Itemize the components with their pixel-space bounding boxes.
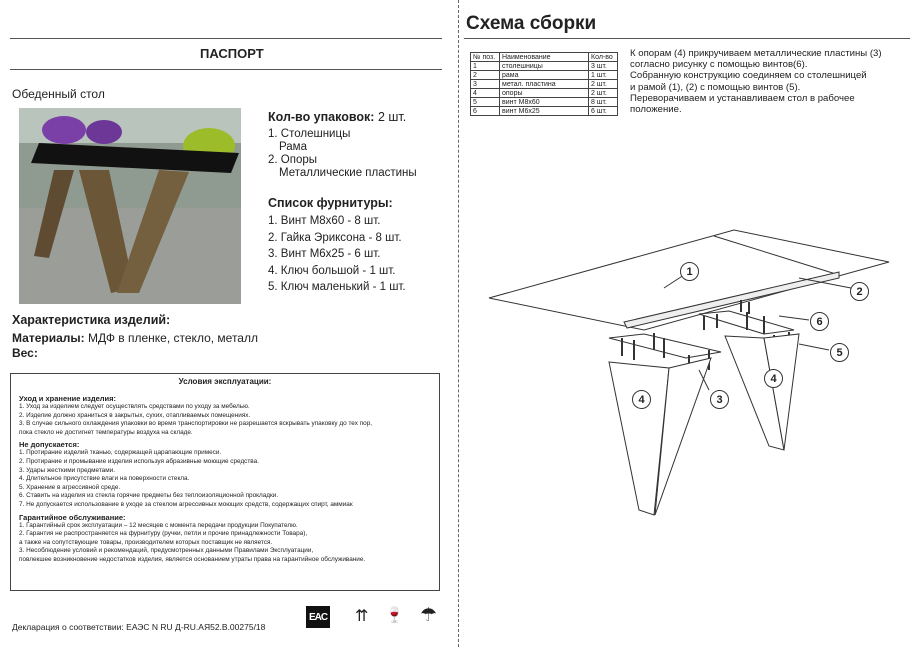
instruction-line: Переворачиваем и устанавливаем стол в рабочее [630, 92, 855, 104]
keep-dry-icon: ☂ [420, 605, 438, 626]
characteristics-title: Характеристика изделий: [12, 313, 171, 327]
materials-label: Материалы: [12, 331, 85, 345]
cell: 6 шт. [589, 107, 618, 116]
prohibited-line: 7. Не допускается использование в уходе за стеклом агрессивных моющих средств, содержащих спирт, аммиак [19, 500, 353, 508]
warranty-line: а также на сопутствующие товары, производителем которых поставщик не является. [19, 538, 273, 546]
eac-mark-label: EAC [308, 611, 328, 623]
weight-label: Вес: [12, 346, 38, 360]
hardware-title: Список фурнитуры: [268, 196, 393, 210]
callout-4-right: 4 [764, 369, 783, 388]
cell: 2 шт. [589, 80, 618, 89]
table-row [471, 62, 618, 71]
conditions-box [10, 373, 440, 591]
callout-6: 6 [810, 312, 829, 331]
instruction-line: Собранную конструкцию соединяем со столешницей [630, 70, 867, 82]
table-row [471, 89, 618, 98]
package-item: Металлические пластины [279, 166, 417, 179]
table-photo-illustration [19, 108, 241, 304]
top-rule [10, 38, 442, 39]
hardware-item: 1. Винт М8х60 - 8 шт. [268, 215, 381, 227]
care-heading: Уход и хранение изделия: [19, 394, 117, 403]
cell: 2 шт. [589, 89, 618, 98]
package-item: Рама [279, 140, 307, 153]
table-row [471, 107, 618, 116]
hardware-item: 3. Винт М6х25 - 6 шт. [268, 248, 381, 260]
prohibited-heading: Не допускается: [19, 440, 80, 450]
cell: 2 [471, 71, 500, 80]
cell: винт М8х60 [500, 98, 589, 107]
instruction-line: положение. [630, 104, 682, 116]
hardware-item: 2. Гайка Эриксона - 8 шт. [268, 231, 402, 244]
instruction-line: и рамой (1), (2) с помощью винтов (5). [630, 81, 801, 93]
callout-2: 2 [850, 282, 869, 301]
packages-line [268, 110, 406, 124]
hardware-item: 5. Ключ маленький - 1 шт. [268, 281, 406, 293]
warranty-line: 2. Гарантия не распространяется на фурнитуру (ручки, петли и прочие принадлежности Товара), [19, 530, 308, 538]
product-photo [19, 108, 241, 304]
package-item: 2. Опоры [268, 154, 318, 166]
materials-line [12, 331, 258, 345]
table-row [471, 71, 618, 80]
hardware-list [268, 213, 406, 296]
care-line: пока стекло не достигнет температуры воздуха на складе. [19, 428, 193, 436]
prohibited-line: 5. Хранение в агрессивной среде. [19, 483, 121, 491]
cell: рама [500, 71, 589, 80]
passport-heading: ПАСПОРТ [200, 46, 264, 61]
assembly-rule [464, 38, 910, 39]
cell: столешницы [500, 62, 589, 71]
packages-label: Кол-во упаковок: [268, 110, 375, 124]
cell: опоры [500, 89, 589, 98]
instruction-line: согласно рисунку с помощью винтов(6). [630, 59, 808, 71]
header-qty: Кол-во [589, 53, 618, 62]
product-name: Обеденный стол [12, 87, 105, 101]
assembly-instructions [630, 48, 910, 115]
cell: 8 шт. [589, 98, 618, 107]
this-way-up-icon: ⇈ [355, 608, 369, 625]
fragile-icon: 🍷 [385, 607, 404, 624]
cell: винт М6х25 [500, 107, 589, 116]
cell: 6 [471, 107, 500, 116]
table-row [471, 98, 618, 107]
declaration: Декларация о соответствии: ЕАЭС N RU Д-RU.АЯ52.В.00275/18 [12, 622, 266, 632]
hardware-item: 4. Ключ большой - 1 шт. [268, 264, 396, 277]
cell: 3 шт. [589, 62, 618, 71]
warranty-heading: Гарантийное обслуживание: [19, 512, 126, 522]
parts-table [470, 52, 618, 116]
cell: 5 [471, 98, 500, 107]
prohibited-line: 2. Протирание и промывание изделия используя абразивные моющие средства. [19, 457, 259, 465]
warranty-line: 1. Гарантийный срок эксплуатации – 12 месяцев с момента передачи продукции Покупателю. [19, 521, 298, 529]
prohibited-line: 3. Удары жесткими предметами. [19, 466, 115, 474]
callout-3: 3 [710, 390, 729, 409]
assembly-heading: Схема сборки [466, 13, 597, 34]
care-line: 2. Изделие должно храниться в закрытых, сухих, отапливаемых помещениях. [19, 411, 251, 419]
care-line: 1. Уход за изделием следует осуществлять средствами по уходу за мебелью. [19, 403, 250, 410]
cell: 4 [471, 89, 500, 98]
package-items [268, 127, 417, 181]
callout-4-left: 4 [632, 390, 651, 409]
instruction-line: К опорам (4) прикручиваем металлические пластины (3) [630, 48, 882, 59]
warranty-line: 3. Несоблюдение условий и рекомендаций, предусмотренных данными Правилами Эксплуатации, [19, 547, 314, 555]
warranty-line: повлекшее возникновение недостатков изделия, является основанием утраты права на гарантийное обслуживание. [19, 555, 366, 563]
cell: 1 шт. [589, 71, 618, 80]
prohibited-line: 1. Протирание изделий тканью, содержащей царапающие примеси. [19, 449, 222, 457]
eac-mark-icon [306, 606, 330, 628]
prohibited-line: 4. Длительное присутствие влаги на поверхности стекла. [19, 475, 190, 483]
care-line: 3. В случае сильного охлаждения упаковки во время транспортировки не разрешается вскрывать упаковку до тех пор, [19, 420, 373, 428]
heading-rule [10, 69, 442, 70]
materials-value: МДФ в пленке, стекло, металл [87, 331, 258, 345]
packages-value: 2 шт. [377, 110, 407, 124]
callout-1: 1 [680, 262, 699, 281]
cell: 1 [471, 62, 500, 71]
prohibited-line: 6. Ставить на изделия из стекла горячие предметы без теплоизоляционной прокладки. [19, 492, 279, 500]
cell: 3 [471, 80, 500, 89]
conditions-title: Условия эксплуатации: [178, 377, 272, 386]
package-item: 1. Столешницы [268, 128, 351, 140]
table-row [471, 80, 618, 89]
parts-table-header [471, 53, 618, 62]
header-pos: № поз. [471, 53, 500, 62]
cell: метал. пластина [500, 80, 589, 89]
header-name: Наименование [500, 53, 589, 62]
callout-5: 5 [830, 343, 849, 362]
